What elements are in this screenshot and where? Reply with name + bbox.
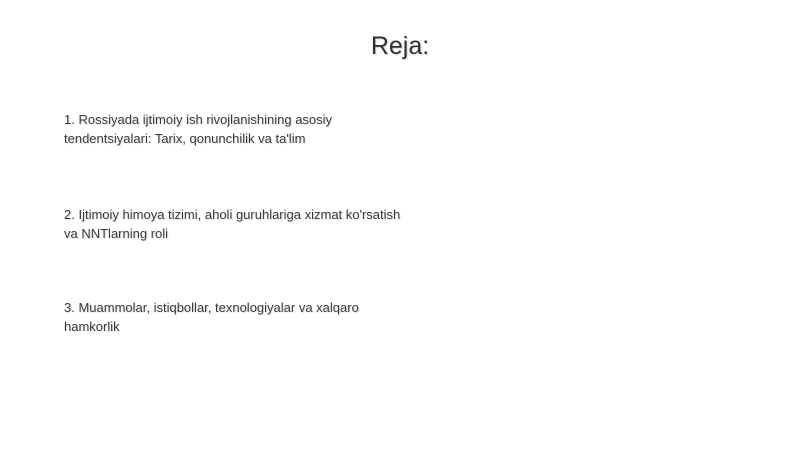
plan-item-3: 3. Muammolar, istiqbollar, texnologiyalar va xalqaro hamkorlik [64,300,359,334]
slide-title: Reja: [370,32,430,60]
plan-item-2: 2. Ijtimoiy himoya tizimi, aholi guruhlariga xizmat ko'rsatish va NNTlarning roli [64,207,401,241]
plan-item-1: 1. Rossiyada ijtimoiy ish rivojlanishining asosiy tendentsiyalari: Tarix, qonunchilik va ta'lim [64,112,333,146]
